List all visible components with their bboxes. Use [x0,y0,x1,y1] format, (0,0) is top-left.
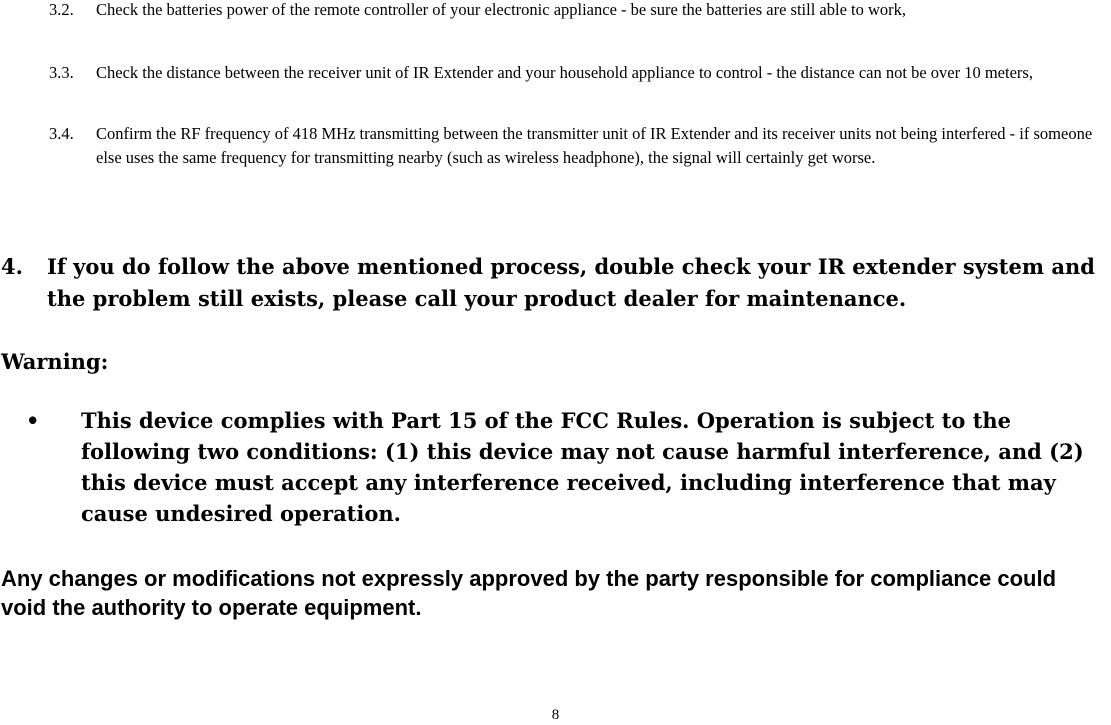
list-item-number: 3.4. [49,124,74,143]
page-number: 8 [551,707,560,723]
list-item-3-3 [49,61,1109,85]
warning-heading: Warning: [1,349,109,374]
fcc-compliance-text: This device complies with Part 15 of the FCC Rules. Operation is subject to the following two conditions: (1) this device may not cause harmful interference, and (2) this device must accept any interference received, including interference that may cause undesired operation. [81,408,1084,526]
list-item-text: If you do follow the above mentioned process, double check your IR extender system and the problem still exists, please call your product dealer for maintenance. [47,254,1095,311]
bullet-icon: • [26,408,40,433]
list-item-text: Check the batteries power of the remote controller of your electronic appliance - be sure the batteries are still able to work, [96,0,907,19]
list-item-3-4 [49,122,1109,170]
list-item-number: 3.2. [49,0,74,19]
list-item-text: Check the distance between the receiver unit of IR Extender and your household appliance to control - the distance can not be over 10 meters, [96,63,1033,82]
list-item-4 [0,251,1100,315]
modification-notice: Any changes or modifications not expressly approved by the party responsible for compliance could void the authority to operate equipment. [1,566,1057,620]
list-item-3-2 [49,0,1109,22]
list-item-number: 4. [1,254,23,279]
warning-bullet [0,405,1111,529]
list-item-number: 3.3. [49,63,74,82]
list-item-text: Confirm the RF frequency of 418 MHz transmitting between the transmitter unit of IR Extender and its receiver units not being interfered - if someone else uses the same frequency for transmitting nearby (such as wireless headphone), the signal will certainly get worse. [96,124,1093,167]
